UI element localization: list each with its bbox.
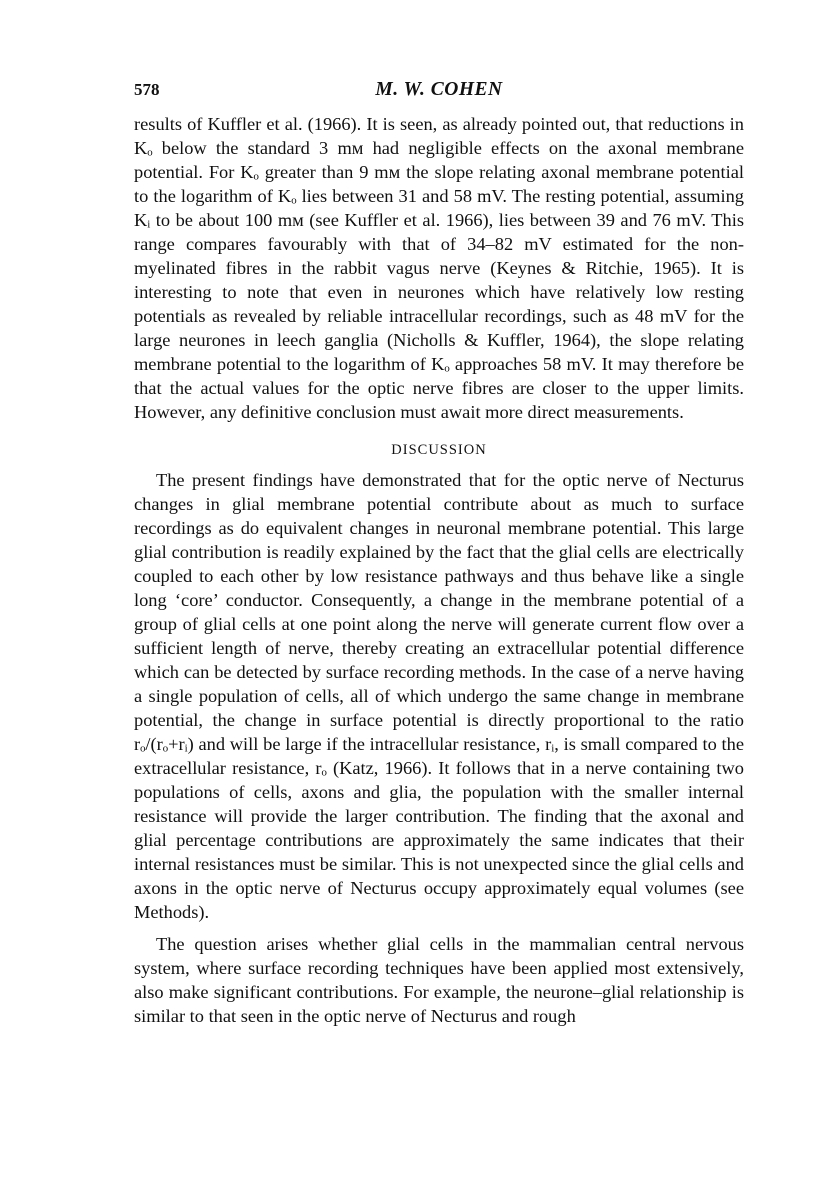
discussion-paragraph-1: The present findings have demonstrated that for the optic nerve of Necturus changes in glial membrane potential contribute about as much to surface recordings as do equivalent changes in neuronal membrane potential. This large glial contribution is readily explained by the fact that the glial cells are electrically coupled to each other by low resistance pathways and thus behave like a single long ‘core’ conductor. Consequently, a change in the membrane potential of a group of glial cells at one point along the nerve will generate current flow over a sufficient length of nerve, thereby creating an extracellular potential difference which can be detected by surface recording methods. In the case of a nerve having a single population of cells, all of which undergo the same change in membrane potential, the change in surface potential is directly proportional to the ratio rₒ/(rₒ+rᵢ) and will be large if the intracellular resistance, rᵢ, is small compared to the extracellular resistance, rₒ (Katz, 1966). It follows that in a nerve containing two populations of cells, axons and glia, the population with the smaller internal resistance will provide the larger contribution. The finding that the axonal and glial percentage contributions are approximately the same indicates that their internal resistances must be similar. This is not unexpected since the glial cells and axons in the optic nerve of Necturus occupy approximately equal volumes (see Methods). [134, 470, 744, 922]
results-paragraph-continued: results of Kuffler et al. (1966). It is seen, as already pointed out, that reductions in Kₒ below the standard 3 mᴍ had negligible effects on the axonal membrane potential. For Kₒ greater than 9 mᴍ the slope relating axonal membrane potential to the logarithm of Kₒ lies between 31 and 58 mV. The resting potential, assuming Kᵢ to be about 100 mᴍ (see Kuffler et al. 1966), lies between 39 and 76 mV. This range compares favourably with that of 34–82 mV estimated for the non-myelinated fibres in the rabbit vagus nerve (Keynes & Ritchie, 1965). It is interesting to note that even in neurones which have relatively low resting potentials as revealed by reliable intracellular recordings, such as 48 mV for the large neurones in leech ganglia (Nicholls & Kuffler, 1964), the slope relating membrane potential to the logarithm of Kₒ approaches 58 mV. It may therefore be that the actual values for the optic nerve fibres are closer to the upper limits. However, any definitive conclusion must await more direct measurements. [134, 114, 744, 422]
page-header [134, 78, 744, 106]
section-heading-discussion: DISCUSSION [391, 442, 487, 458]
discussion-paragraph-2: The question arises whether glial cells in the mammalian central nervous system, where surface recording techniques have been applied most extensively, also make significant contributions. For example, the neurone–glial relationship is similar to that seen in the optic nerve of Necturus and rough [134, 934, 744, 1026]
running-head-author: M. W. COHEN [375, 79, 503, 100]
journal-page [134, 78, 744, 1028]
page-number: 578 [134, 80, 160, 99]
